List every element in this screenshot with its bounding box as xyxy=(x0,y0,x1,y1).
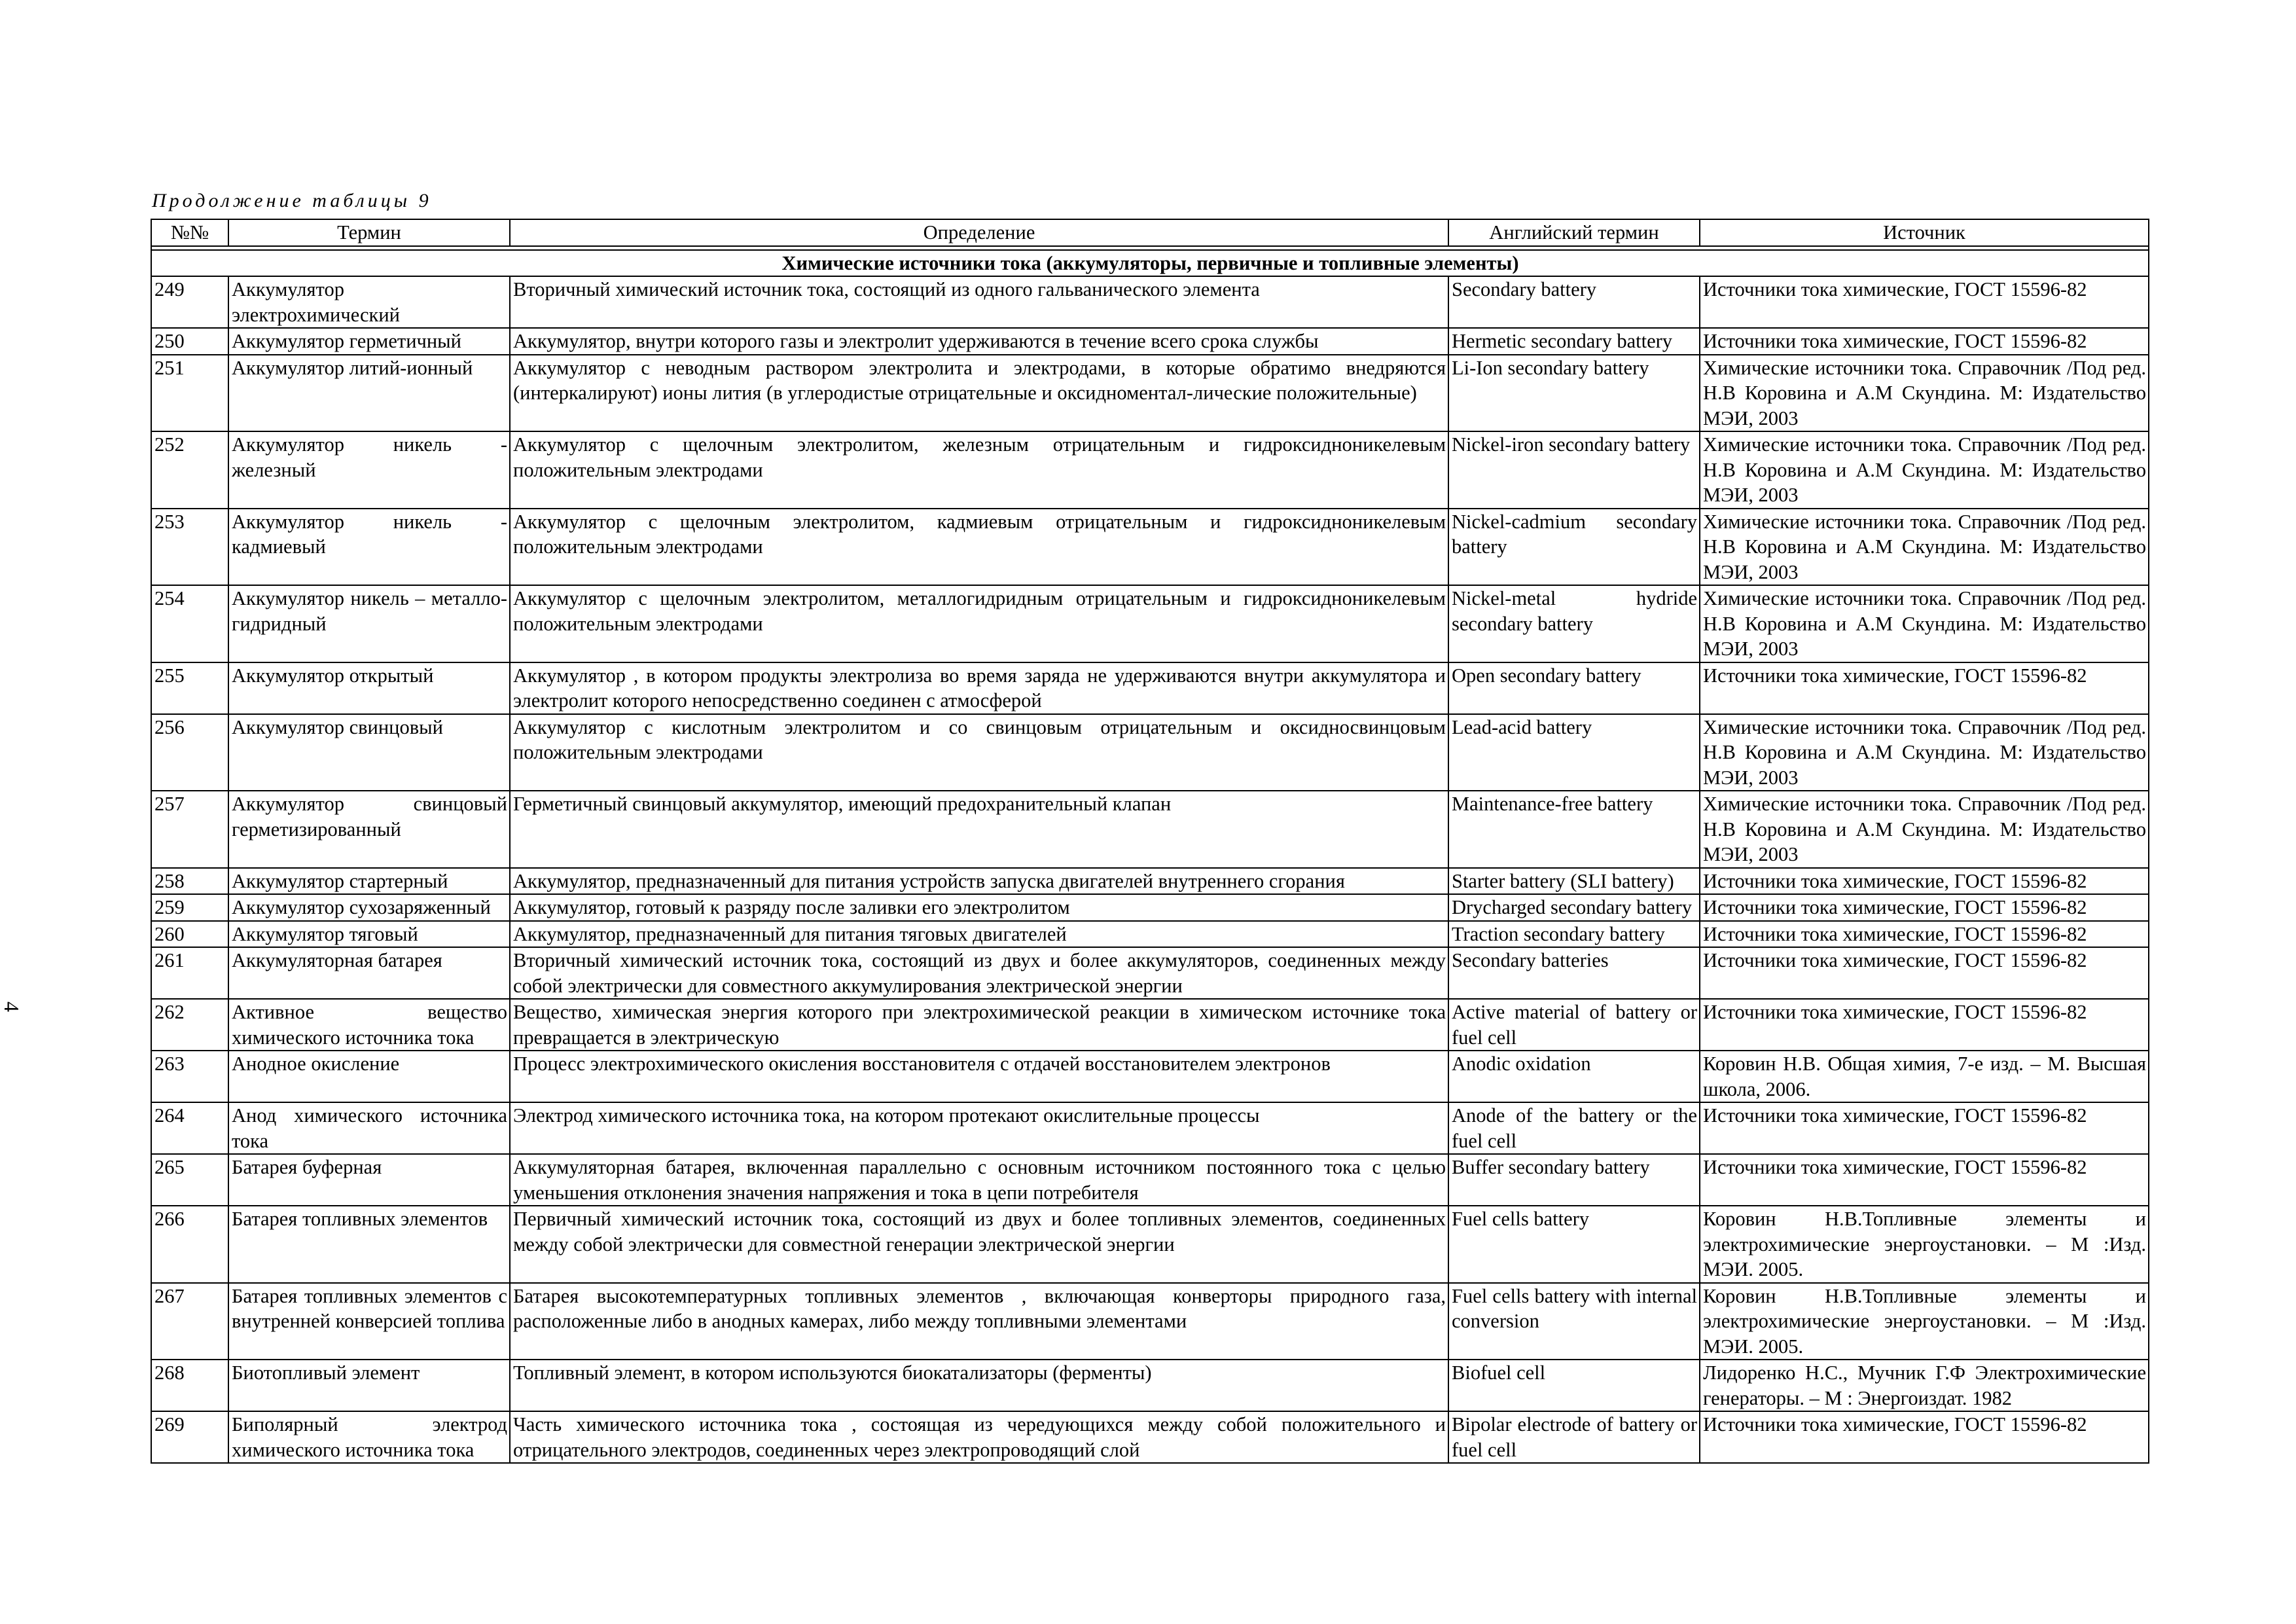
row-number: 267 xyxy=(151,1283,228,1360)
row-term: Аккумулятор литий-ионный xyxy=(228,355,510,432)
row-definition: Вещество, химическая энергия которого при электрохимической реакции в химическом источнике тока превращается в электрическую xyxy=(510,999,1448,1051)
row-term: Аккумулятор свинцовый герметизированный xyxy=(228,791,510,868)
row-term: Биполярный электрод химического источника тока xyxy=(228,1411,510,1463)
row-source: Источники тока химические, ГОСТ 15596-82 xyxy=(1700,894,2149,921)
row-term: Аккумулятор никель - кадмиевый xyxy=(228,509,510,586)
row-term: Аккумулятор стартерный xyxy=(228,868,510,895)
table-row xyxy=(151,868,2149,895)
row-term: Анод химического источника тока xyxy=(228,1102,510,1154)
row-definition: Электрод химического источника тока, на котором протекают окислительные процессы xyxy=(510,1102,1448,1154)
table-row xyxy=(151,1360,2149,1411)
row-definition: Аккумулятор с щелочным электролитом, металлогидридным отрицательным и гидроксидноникелевым положительным электродами xyxy=(510,585,1448,662)
row-english: Nickel-cadmium secondary battery xyxy=(1448,509,1700,586)
table-row xyxy=(151,662,2149,714)
row-number: 269 xyxy=(151,1411,228,1463)
row-number: 253 xyxy=(151,509,228,586)
row-term: Аккумулятор свинцовый xyxy=(228,714,510,791)
row-definition: Топливный элемент, в котором используются биокатализаторы (ферменты) xyxy=(510,1360,1448,1411)
row-number: 255 xyxy=(151,662,228,714)
table-row xyxy=(151,355,2149,432)
row-definition: Аккумулятор, внутри которого газы и электролит удерживаются в течение всего срока службы xyxy=(510,328,1448,355)
row-number: 263 xyxy=(151,1051,228,1102)
row-english: Fuel cells battery xyxy=(1448,1206,1700,1283)
row-source: Коровин Н.В.Топливные элементы и электрохимические энергоустановки. – М :Изд. МЭИ. 2005. xyxy=(1700,1283,2149,1360)
row-source: Коровин Н.В. Общая химия, 7-е изд. – М. Высшая школа, 2006. xyxy=(1700,1051,2149,1102)
table-row xyxy=(151,894,2149,921)
row-definition: Аккумулятор с кислотным электролитом и со свинцовым отрицательным и оксидносвинцовым положительным электродами xyxy=(510,714,1448,791)
row-definition: Аккумулятор, готовый к разряду после заливки его электролитом xyxy=(510,894,1448,921)
table-row xyxy=(151,431,2149,509)
row-english: Li-Ion secondary battery xyxy=(1448,355,1700,432)
row-definition: Батарея высокотемпературных топливных элементов , включающая конверторы природного газа, расположенные либо в анодных камерах, либо между топливными элементами xyxy=(510,1283,1448,1360)
row-source: Источники тока химические, ГОСТ 15596-82 xyxy=(1700,276,2149,328)
row-term: Батарея топливных элементов xyxy=(228,1206,510,1283)
col-header-definition: Определение xyxy=(510,219,1448,246)
row-source: Лидоренко Н.С., Мучник Г.Ф Электрохимические генераторы. – М : Энергоиздат. 1982 xyxy=(1700,1360,2149,1411)
row-term: Батарея топливных элементов с внутренней конверсией топлива xyxy=(228,1283,510,1360)
row-number: 265 xyxy=(151,1154,228,1206)
row-english: Secondary batteries xyxy=(1448,947,1700,999)
table-row xyxy=(151,1283,2149,1360)
table-row xyxy=(151,328,2149,355)
col-header-english: Английский термин xyxy=(1448,219,1700,246)
row-term: Активное вещество химического источника тока xyxy=(228,999,510,1051)
row-number: 260 xyxy=(151,921,228,948)
row-term: Аккумуляторная батарея xyxy=(228,947,510,999)
row-number: 258 xyxy=(151,868,228,895)
row-english: Biofuel cell xyxy=(1448,1360,1700,1411)
row-source: Коровин Н.В.Топливные элементы и электрохимические энергоустановки. – М :Изд. МЭИ. 2005. xyxy=(1700,1206,2149,1283)
header-row xyxy=(151,219,2149,246)
terms-table xyxy=(151,219,2149,1464)
row-source: Химические источники тока. Справочник /Под ред. Н.В Коровина и А.М Скундина. М: Издательство МЭИ, 2003 xyxy=(1700,714,2149,791)
table-row xyxy=(151,1102,2149,1154)
table-caption: Продолжение таблицы 9 xyxy=(152,190,432,211)
row-english: Lead-acid battery xyxy=(1448,714,1700,791)
row-definition: Вторичный химический источник тока, состоящий из двух и более аккумуляторов, соединенных между собой электрически для совместного аккумулирования электрической энергии xyxy=(510,947,1448,999)
row-english: Hermetic secondary battery xyxy=(1448,328,1700,355)
row-number: 261 xyxy=(151,947,228,999)
table-row xyxy=(151,1154,2149,1206)
row-english: Active material of battery or fuel cell xyxy=(1448,999,1700,1051)
row-source: Источники тока химические, ГОСТ 15596-82 xyxy=(1700,999,2149,1051)
table-row xyxy=(151,921,2149,948)
col-header-source: Источник xyxy=(1700,219,2149,246)
table-row xyxy=(151,1206,2149,1283)
row-english: Traction secondary battery xyxy=(1448,921,1700,948)
row-definition: Первичный химический источник тока, состоящий из двух и более топливных элементов, соединенных между собой электрически для совместной генерации электрической энергии xyxy=(510,1206,1448,1283)
row-term: Аккумулятор открытый xyxy=(228,662,510,714)
row-definition: Аккумулятор, предназначенный для питания тяговых двигателей xyxy=(510,921,1448,948)
table-row xyxy=(151,585,2149,662)
table-row xyxy=(151,276,2149,328)
table-row xyxy=(151,791,2149,868)
row-english: Buffer secondary battery xyxy=(1448,1154,1700,1206)
row-definition: Аккумуляторная батарея, включенная параллельно с основным источником постоянного тока с целью уменьшения отклонения значения напряжения и тока в цепи потребителя xyxy=(510,1154,1448,1206)
row-number: 249 xyxy=(151,276,228,328)
row-definition: Аккумулятор , в котором продукты электролиза во время заряда не удерживаются внутри аккумулятора и электролит которого непосредственно соединен с атмосферой xyxy=(510,662,1448,714)
row-source: Источники тока химические, ГОСТ 15596-82 xyxy=(1700,328,2149,355)
row-number: 256 xyxy=(151,714,228,791)
table-row xyxy=(151,509,2149,586)
row-number: 259 xyxy=(151,894,228,921)
row-number: 268 xyxy=(151,1360,228,1411)
col-header-number: №№ xyxy=(151,219,228,246)
row-source: Источники тока химические, ГОСТ 15596-82 xyxy=(1700,947,2149,999)
section-title: Химические источники тока (аккумуляторы, первичные и топливные элементы) xyxy=(151,250,2149,277)
row-definition: Процесс электрохимического окисления восстановителя с отдачей восстановителем электронов xyxy=(510,1051,1448,1102)
row-definition: Аккумулятор с щелочным электролитом, кадмиевым отрицательным и гидроксидноникелевым положительным электродами xyxy=(510,509,1448,586)
row-number: 252 xyxy=(151,431,228,509)
row-english: Bipolar electrode of battery or fuel cell xyxy=(1448,1411,1700,1463)
row-english: Nickel-metal hydride secondary battery xyxy=(1448,585,1700,662)
row-number: 257 xyxy=(151,791,228,868)
row-term: Биотопливый элемент xyxy=(228,1360,510,1411)
row-source: Химические источники тока. Справочник /Под ред. Н.В Коровина и А.М Скундина. М: Издательство МЭИ, 2003 xyxy=(1700,355,2149,432)
row-term: Анодное окисление xyxy=(228,1051,510,1102)
row-definition: Вторичный химический источник тока, состоящий из одного гальванического элемента xyxy=(510,276,1448,328)
row-english: Drycharged secondary battery xyxy=(1448,894,1700,921)
section-row xyxy=(151,250,2149,277)
table-row xyxy=(151,1051,2149,1102)
row-term: Аккумулятор электрохимический xyxy=(228,276,510,328)
row-source: Источники тока химические, ГОСТ 15596-82 xyxy=(1700,1154,2149,1206)
row-number: 251 xyxy=(151,355,228,432)
table-row xyxy=(151,714,2149,791)
row-term: Аккумулятор никель – металло-гидридный xyxy=(228,585,510,662)
row-definition: Герметичный свинцовый аккумулятор, имеющий предохранительный клапан xyxy=(510,791,1448,868)
row-number: 250 xyxy=(151,328,228,355)
row-source: Источники тока химические, ГОСТ 15596-82 xyxy=(1700,921,2149,948)
row-definition: Часть химического источника тока , состоящая из чередующихся между собой положительного и отрицательного электродов, соединенных через электропроводящий слой xyxy=(510,1411,1448,1463)
row-source: Источники тока химические, ГОСТ 15596-82 xyxy=(1700,1102,2149,1154)
row-english: Maintenance-free battery xyxy=(1448,791,1700,868)
col-header-term: Термин xyxy=(228,219,510,246)
row-definition: Аккумулятор с неводным раствором электролита и электродами, в которые обратимо внедряются (интеркалируют) ионы лития (в углеродистые отрицательные и оксидноментал-лические положительные) xyxy=(510,355,1448,432)
row-source: Химические источники тока. Справочник /Под ред. Н.В Коровина и А.М Скундина. М: Издательство МЭИ, 2003 xyxy=(1700,431,2149,509)
table-row xyxy=(151,1411,2149,1463)
row-source: Химические источники тока. Справочник /Под ред. Н.В Коровина и А.М Скундина. М: Издательство МЭИ, 2003 xyxy=(1700,585,2149,662)
row-term: Батарея буферная xyxy=(228,1154,510,1206)
row-english: Starter battery (SLI battery) xyxy=(1448,868,1700,895)
row-term: Аккумулятор тяговый xyxy=(228,921,510,948)
page-number: 4 xyxy=(0,1001,24,1012)
row-term: Аккумулятор никель - железный xyxy=(228,431,510,509)
row-number: 266 xyxy=(151,1206,228,1283)
row-source: Химические источники тока. Справочник /Под ред. Н.В Коровина и А.М Скундина. М: Издательство МЭИ, 2003 xyxy=(1700,791,2149,868)
row-number: 262 xyxy=(151,999,228,1051)
row-source: Источники тока химические, ГОСТ 15596-82 xyxy=(1700,662,2149,714)
row-english: Fuel cells battery with internal conversion xyxy=(1448,1283,1700,1360)
row-source: Источники тока химические, ГОСТ 15596-82 xyxy=(1700,1411,2149,1463)
row-term: Аккумулятор сухозаряженный xyxy=(228,894,510,921)
row-definition: Аккумулятор с щелочным электролитом, железным отрицательным и гидроксидноникелевым положительным электродами xyxy=(510,431,1448,509)
row-english: Nickel-iron secondary battery xyxy=(1448,431,1700,509)
row-term: Аккумулятор герметичный xyxy=(228,328,510,355)
table-row xyxy=(151,947,2149,999)
table-row xyxy=(151,999,2149,1051)
row-source: Источники тока химические, ГОСТ 15596-82 xyxy=(1700,868,2149,895)
row-english: Open secondary battery xyxy=(1448,662,1700,714)
row-english: Anode of the battery or the fuel cell xyxy=(1448,1102,1700,1154)
row-english: Anodic oxidation xyxy=(1448,1051,1700,1102)
row-english: Secondary battery xyxy=(1448,276,1700,328)
row-source: Химические источники тока. Справочник /Под ред. Н.В Коровина и А.М Скундина. М: Издательство МЭИ, 2003 xyxy=(1700,509,2149,586)
row-number: 254 xyxy=(151,585,228,662)
row-number: 264 xyxy=(151,1102,228,1154)
row-definition: Аккумулятор, предназначенный для питания устройств запуска двигателей внутреннего сгорания xyxy=(510,868,1448,895)
